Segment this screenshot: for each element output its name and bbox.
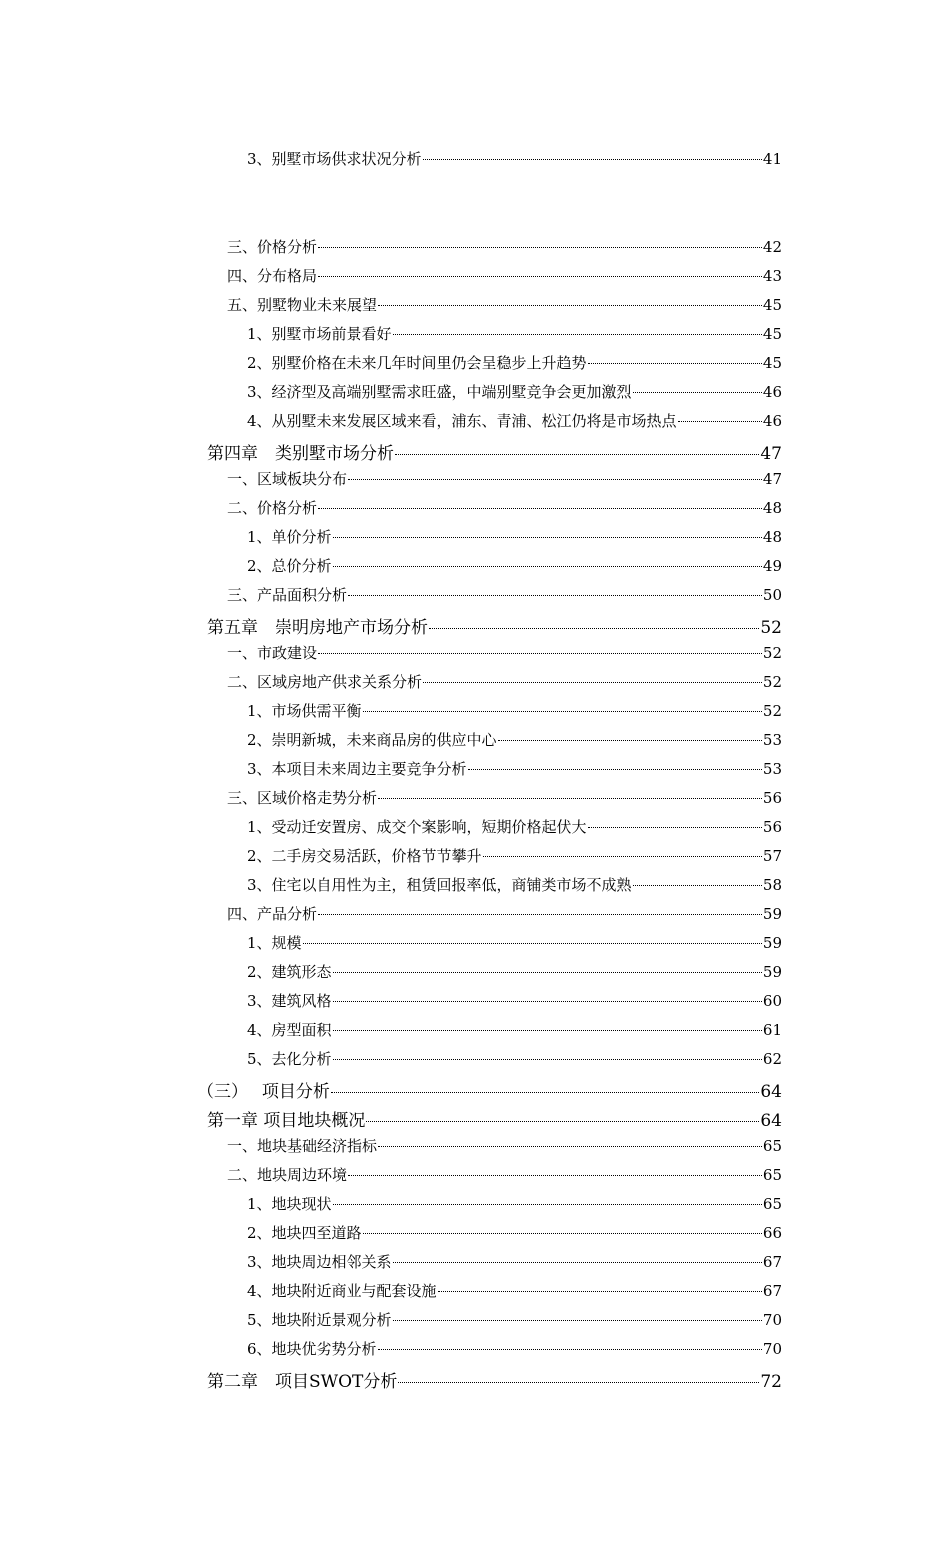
toc-entry[interactable] <box>247 1309 782 1333</box>
toc-entry-page: 52 <box>760 618 782 638</box>
toc-entry[interactable] <box>247 381 782 405</box>
toc-entry[interactable] <box>197 1077 782 1101</box>
toc-entry-page: 67 <box>762 1253 782 1271</box>
toc-entry-page: 66 <box>762 1224 782 1242</box>
toc-entry-title: 四、分布格局 <box>227 267 318 285</box>
toc-entry-page: 46 <box>762 412 782 430</box>
dot-leader <box>468 769 762 770</box>
toc-entry-page: 41 <box>762 150 782 168</box>
toc-entry-page: 64 <box>760 1082 782 1102</box>
toc-entry-title: 第一章 项目地块概况 <box>207 1111 366 1131</box>
toc-entry-title: 2、崇明新城，未来商品房的供应中心 <box>247 731 497 749</box>
toc-entry[interactable] <box>247 729 782 753</box>
toc-entry-title: 2、别墅价格在未来几年时间里仍会呈稳步上升趋势 <box>247 354 587 372</box>
toc-entry[interactable] <box>247 816 782 840</box>
toc-entry-title: 三、产品面积分析 <box>227 586 348 604</box>
toc-entry-title: 3、地块周边相邻关系 <box>247 1253 392 1271</box>
toc-entry-title: 3、住宅以自用性为主，租赁回报率低，商铺类市场不成熟 <box>247 876 632 894</box>
dot-leader <box>333 1204 762 1205</box>
toc-entry[interactable] <box>247 526 782 550</box>
dot-leader <box>398 1382 759 1383</box>
toc-entry-title: 3、别墅市场供求状况分析 <box>247 150 422 168</box>
toc-entry[interactable] <box>247 323 782 347</box>
toc-entry-page: 58 <box>762 876 782 894</box>
toc-entry-title: 4、房型面积 <box>247 1021 332 1039</box>
toc-entry[interactable] <box>247 700 782 724</box>
dot-leader <box>378 305 762 306</box>
toc-entry-title: 二、区域房地产供求关系分析 <box>227 673 423 691</box>
dot-leader <box>395 454 759 455</box>
toc-entry[interactable] <box>227 236 782 260</box>
toc-entry[interactable] <box>227 903 782 927</box>
dot-leader <box>588 827 762 828</box>
toc-entry-page: 52 <box>762 644 782 662</box>
dot-leader <box>393 1262 762 1263</box>
toc-entry-page: 67 <box>762 1282 782 1300</box>
toc-entry[interactable] <box>227 265 782 289</box>
toc-entry-page: 46 <box>762 383 782 401</box>
toc-entry-page: 49 <box>762 557 782 575</box>
toc-entry[interactable] <box>227 1164 782 1188</box>
toc-entry[interactable] <box>247 1280 782 1304</box>
toc-entry-page: 52 <box>762 702 782 720</box>
dot-leader <box>333 1059 762 1060</box>
dot-leader <box>331 1092 759 1093</box>
toc-entry-page: 47 <box>760 444 782 464</box>
toc-entry-title: 3、建筑风格 <box>247 992 332 1010</box>
dot-leader <box>366 1121 759 1122</box>
dot-leader <box>633 885 762 886</box>
toc-entry-title: 4、地块附近商业与配套设施 <box>247 1282 437 1300</box>
toc-entry-page: 65 <box>762 1195 782 1213</box>
toc-entry-title: 一、市政建设 <box>227 644 318 662</box>
dot-leader <box>333 566 762 567</box>
toc-entry-title: 二、地块周边环境 <box>227 1166 348 1184</box>
toc-entry-page: 48 <box>762 528 782 546</box>
toc-entry-title: 四、产品分析 <box>227 905 318 923</box>
toc-entry[interactable] <box>247 961 782 985</box>
toc-entry[interactable] <box>247 1193 782 1217</box>
dot-leader <box>333 1030 762 1031</box>
toc-entry-title: 第五章 崇明房地产市场分析 <box>207 618 428 638</box>
dot-leader <box>498 740 762 741</box>
toc-entry-title: 1、规模 <box>247 934 302 952</box>
toc-entry[interactable] <box>207 439 782 463</box>
toc-entry[interactable] <box>227 671 782 695</box>
dot-leader <box>318 247 762 248</box>
toc-entry[interactable] <box>247 1338 782 1362</box>
toc-entry-page: 43 <box>762 267 782 285</box>
toc-entry-page: 59 <box>762 963 782 981</box>
dot-leader <box>429 628 759 629</box>
toc-entry-page: 48 <box>762 499 782 517</box>
toc-entry-page: 45 <box>762 354 782 372</box>
dot-leader <box>348 595 762 596</box>
toc-entry-title: 2、总价分析 <box>247 557 332 575</box>
dot-leader <box>363 711 762 712</box>
toc-entry[interactable] <box>247 874 782 898</box>
toc-entry-page: 56 <box>762 818 782 836</box>
toc-entry[interactable] <box>247 148 782 172</box>
toc-entry-page: 61 <box>762 1021 782 1039</box>
toc-entry-title: 2、二手房交易活跃，价格节节攀升 <box>247 847 482 865</box>
dot-leader <box>588 363 762 364</box>
toc-entry-title: 2、地块四至道路 <box>247 1224 362 1242</box>
dot-leader <box>378 798 762 799</box>
toc-entry-title: 3、经济型及高端别墅需求旺盛，中端别墅竞争会更加激烈 <box>247 383 632 401</box>
toc-entry[interactable] <box>207 613 782 637</box>
toc-entry-title: 5、去化分析 <box>247 1050 332 1068</box>
toc-entry-title: 2、建筑形态 <box>247 963 332 981</box>
toc-entry-page: 52 <box>762 673 782 691</box>
dot-leader <box>333 972 762 973</box>
toc-entry[interactable] <box>207 1367 782 1391</box>
toc-entry-title: 一、地块基础经济指标 <box>227 1137 378 1155</box>
toc-entry[interactable] <box>247 1251 782 1275</box>
toc-entry-title: 1、市场供需平衡 <box>247 702 362 720</box>
dot-leader <box>483 856 762 857</box>
toc-entry[interactable] <box>247 758 782 782</box>
toc-entry-page: 65 <box>762 1166 782 1184</box>
toc-entry-title: 二、价格分析 <box>227 499 318 517</box>
toc-entry-title: 第二章 项目SWOT分析 <box>207 1372 398 1392</box>
toc-entry[interactable] <box>247 555 782 579</box>
toc-entry[interactable] <box>227 584 782 608</box>
toc-entry[interactable] <box>247 1222 782 1246</box>
dot-leader <box>303 943 762 944</box>
toc-entry-title: 第四章 类别墅市场分析 <box>207 444 394 464</box>
toc-entry-page: 60 <box>762 992 782 1010</box>
toc-entry[interactable] <box>247 410 782 434</box>
dot-leader <box>318 914 762 915</box>
toc-entry-title: （三） 项目分析 <box>197 1082 330 1102</box>
toc-entry[interactable] <box>227 294 782 318</box>
dot-leader <box>318 653 762 654</box>
dot-leader <box>678 421 762 422</box>
toc-entry[interactable] <box>247 990 782 1014</box>
toc-entry-title: 5、地块附近景观分析 <box>247 1311 392 1329</box>
dot-leader <box>393 1320 762 1321</box>
toc-entry-page: 64 <box>760 1111 782 1131</box>
toc-entry-page: 62 <box>762 1050 782 1068</box>
toc-entry[interactable] <box>227 642 782 666</box>
toc-entry[interactable] <box>207 1106 782 1130</box>
toc-entry[interactable] <box>227 468 782 492</box>
toc-entry-title: 五、别墅物业未来展望 <box>227 296 378 314</box>
toc-entry[interactable] <box>227 497 782 521</box>
toc-entry-page: 72 <box>760 1372 782 1392</box>
dot-leader <box>633 392 762 393</box>
dot-leader <box>393 334 762 335</box>
toc-entry-page: 53 <box>762 760 782 778</box>
toc-entry-title: 1、单价分析 <box>247 528 332 546</box>
dot-leader <box>348 479 762 480</box>
toc-entry-page: 47 <box>762 470 782 488</box>
toc-entry[interactable] <box>227 1135 782 1159</box>
toc-entry-page: 42 <box>762 238 782 256</box>
toc-entry-title: 3、本项目未来周边主要竞争分析 <box>247 760 467 778</box>
dot-leader <box>438 1291 762 1292</box>
toc-entry-page: 50 <box>762 586 782 604</box>
toc-entry-page: 59 <box>762 934 782 952</box>
toc-entry[interactable] <box>247 1019 782 1043</box>
toc-entry-page: 45 <box>762 325 782 343</box>
toc-entry-page: 45 <box>762 296 782 314</box>
toc-entry-title: 6、地块优劣势分析 <box>247 1340 377 1358</box>
toc-entry-title: 一、区域板块分布 <box>227 470 348 488</box>
toc-entry-title: 1、别墅市场前景看好 <box>247 325 392 343</box>
dot-leader <box>378 1146 762 1147</box>
toc-entry-page: 56 <box>762 789 782 807</box>
toc-entry-title: 1、地块现状 <box>247 1195 332 1213</box>
toc-entry-title: 4、从别墅未来发展区域来看，浦东、青浦、松江仍将是市场热点 <box>247 412 677 430</box>
dot-leader <box>348 1175 762 1176</box>
dot-leader <box>318 508 762 509</box>
toc-entry-page: 65 <box>762 1137 782 1155</box>
dot-leader <box>318 276 762 277</box>
toc-entry[interactable] <box>247 1048 782 1072</box>
dot-leader <box>423 682 762 683</box>
toc-entry[interactable] <box>247 932 782 956</box>
toc-entry-page: 59 <box>762 905 782 923</box>
dot-leader <box>333 1001 762 1002</box>
toc-entry-title: 三、价格分析 <box>227 238 318 256</box>
toc-entry-page: 70 <box>762 1311 782 1329</box>
toc-entry[interactable] <box>227 787 782 811</box>
toc-entry-title: 1、受动迁安置房、成交个案影响，短期价格起伏大 <box>247 818 587 836</box>
toc-entry-page: 70 <box>762 1340 782 1358</box>
toc-entry[interactable] <box>247 845 782 869</box>
dot-leader <box>333 537 762 538</box>
toc-entry-page: 53 <box>762 731 782 749</box>
dot-leader <box>363 1233 762 1234</box>
toc-entry-page: 57 <box>762 847 782 865</box>
dot-leader <box>423 159 762 160</box>
dot-leader <box>378 1349 762 1350</box>
toc-entry[interactable] <box>247 352 782 376</box>
toc-entry-title: 三、区域价格走势分析 <box>227 789 378 807</box>
